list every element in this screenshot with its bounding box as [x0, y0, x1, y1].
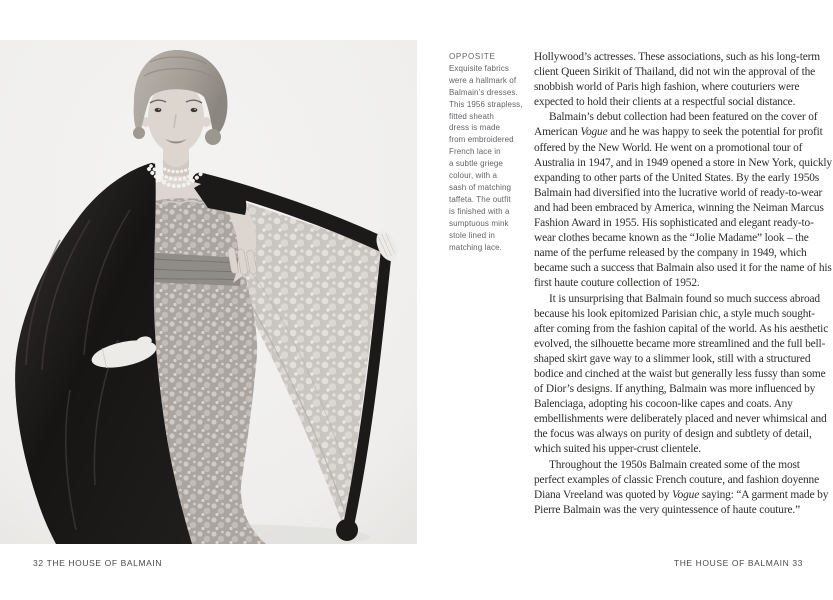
text-run: It is unsurprising that Balmain found so much success abroad because his look epitomized Parisian chic, a style much sought-after coming from the fashion capital of the world. As his aesthetic evolved, the silhouette became more streamlined and the full bell-shaped skirt gave way to a slimmer look, still with a structured bodice and cinched at the waist but generally less fussy than some of Dior’s designs. If anything, Balmain was more influenced by Balenciaga, adopting his cocoon-like capes and coats. Any embellishments were deliberately placed and never whimsical and the focus was always on purity of design and subtlety of detail, which suited his upper-crust clientele.: [534, 292, 829, 456]
caption-line: were a hallmark of: [449, 75, 517, 85]
caption-line: This 1956 strapless,: [449, 99, 523, 109]
italic-text: Vogue: [672, 488, 700, 501]
model-photo-illustration: [0, 40, 417, 544]
caption-line: sash of matching: [449, 182, 512, 192]
italic-text: Vogue: [580, 126, 608, 139]
caption-line: Balmain’s dresses.: [449, 87, 518, 97]
paragraph: [534, 50, 832, 110]
caption-line: from embroidered: [449, 135, 514, 145]
caption-line: stole lined in: [449, 230, 495, 240]
right-running-title: THE HOUSE OF BALMAIN: [673, 558, 790, 568]
caption-line: French lace in: [449, 147, 501, 157]
caption-line: colour, with a: [449, 171, 498, 181]
caption-line: dress is made: [449, 123, 501, 133]
text-run: and he was happy to seek the potential for profit offered by the New World. He went on a promotional tour of Australia in 1947, and in 1949 opened a store in New York, quickly expanding to other parts of the United States. By the early 1950s Balmain had diversified into the lucrative world of ready-to-wear and had been embraced by America, winning the Neiman Marcus Fashion Award in 1955. His sophisticated and elegant ready-to-wear clothes became known as the “Jolie Madame” look – the name of the perfume released by the company in 1949, which became such a success that Balmain also used it for the name of his first haute couture collection of 1952.: [534, 126, 832, 290]
caption-line: sumptuous mink: [449, 218, 509, 228]
caption-line: fitted sheath: [449, 111, 494, 121]
caption-line: taffeta. The outfit: [449, 194, 511, 204]
text-run: Throughout the 1950s Balmain created some of the most perfect examples of classic French couture, and fashion doyenne Diana Vreeland was quoted by: [534, 458, 820, 501]
caption-line: is finished with a: [449, 206, 510, 216]
right-page-number: 33: [792, 558, 803, 568]
caption-line: matching lace.: [449, 242, 502, 252]
caption-line: Exquisite fabrics: [449, 63, 509, 73]
left-page-number: 32: [33, 558, 44, 568]
paragraph: [534, 110, 832, 291]
stole-tip: [336, 519, 358, 541]
paragraph: [534, 458, 832, 518]
photo-caption: [449, 51, 541, 253]
text-run: Balmain’s debut collection had been featured on the cover of American: [534, 111, 818, 139]
caption-lines: [449, 63, 541, 254]
text-run: Hollywood’s actresses. These associations, such as his long-term client Queen Sirikit of Thailand, did not win the approval of the snobbish world of Paris high fashion, where couturiers were expected to hold their clients at a respectful social distance.: [534, 51, 820, 109]
caption-label: OPPOSITE: [449, 52, 496, 61]
taffeta-sash: [142, 252, 243, 286]
fashion-photograph: [0, 40, 417, 544]
paragraph: [534, 292, 832, 458]
body-text: [534, 50, 832, 552]
caption-line: a subtle griege: [449, 159, 503, 169]
left-page-footer: [30, 558, 162, 568]
left-running-title: THE HOUSE OF BALMAIN: [46, 558, 163, 568]
right-page-footer: [674, 558, 806, 568]
text-run: saying: “A garment made by Pierre Balmain was the very quintessence of haute couture.”: [534, 488, 829, 516]
